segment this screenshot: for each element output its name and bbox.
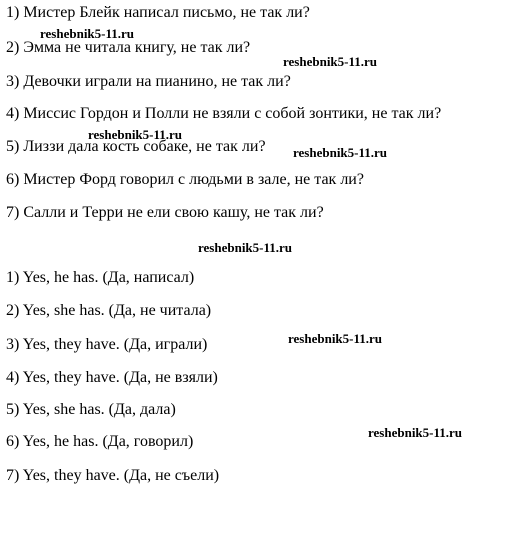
question-1: 1) Мистер Блейк написал письмо, не так ли? <box>6 4 310 21</box>
answer-7: 7) Yes, they have. (Да, не съели) <box>6 467 220 484</box>
question-3: 3) Девочки играли на пианино, не так ли? <box>6 73 291 90</box>
watermark: reshebnik5-11.ru <box>288 331 383 346</box>
watermark: reshebnik5-11.ru <box>283 54 378 69</box>
answer-4: 4) Yes, they have. (Да, не взяли) <box>6 369 218 386</box>
question-7: 7) Салли и Терри не ели свою кашу, не так ли? <box>6 204 324 221</box>
question-4: 4) Миссис Гордон и Полли не взяли с собой зонтики, не так ли? <box>6 105 442 122</box>
answer-3: 3) Yes, they have. (Да, играли) <box>6 336 208 353</box>
question-5: 5) Лиззи дала кость собаке, не так ли? <box>6 138 266 155</box>
watermark: reshebnik5-11.ru <box>293 145 388 160</box>
question-2: 2) Эмма не читала книгу, не так ли? <box>6 39 251 56</box>
question-6: 6) Мистер Форд говорил с людьми в зале, не так ли? <box>6 171 364 188</box>
watermark: reshebnik5-11.ru <box>88 127 183 142</box>
answer-2: 2) Yes, she has. (Да, не читала) <box>6 302 212 319</box>
answer-5: 5) Yes, she has. (Да, дала) <box>6 401 176 418</box>
answer-6: 6) Yes, he has. (Да, говорил) <box>6 433 194 450</box>
answer-1: 1) Yes, he has. (Да, написал) <box>6 269 195 286</box>
watermark: reshebnik5-11.ru <box>198 240 293 255</box>
watermark: reshebnik5-11.ru <box>40 26 135 41</box>
watermark: reshebnik5-11.ru <box>368 425 463 440</box>
